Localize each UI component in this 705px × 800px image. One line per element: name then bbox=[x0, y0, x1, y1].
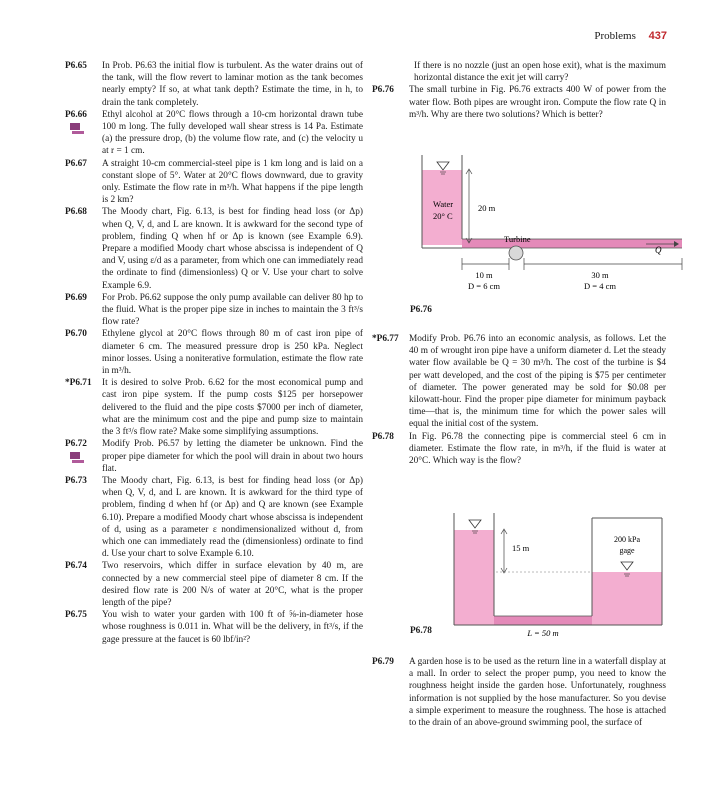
problem-id: P6.74 bbox=[65, 561, 87, 572]
flow-rate-label: Q bbox=[655, 245, 662, 255]
diameter-2-label: D = 4 cm bbox=[584, 281, 616, 291]
right-column-top bbox=[372, 60, 666, 121]
problem-text: It is desired to solve Prob. 6.62 for the most economical pump and cast iron pipe system. If the pump costs $125 per horsepower delivered to the fluid and the pipe costs $7000 per inch of diameter, what are the minimum cost and the pipe and pump size to maintain the 3 ft³/s flow rate? Make some simplifying assumptions. bbox=[102, 378, 363, 438]
problem-p6-72 bbox=[65, 438, 363, 475]
problem-p6-70 bbox=[65, 328, 363, 377]
problem-id: P6.76 bbox=[372, 85, 394, 96]
problem-text: A garden hose is to be used as the return line in a waterfall display at a mall. In order to select the proper pump, you need to know the roughness height inside the garden hose. Unfortunately, roughness information is not supplied by the hose manufacturer. So you devise a simple experiment to measure the roughness. The hose is attached to the drain of an above-ground swimming pool, the surface of bbox=[409, 657, 666, 729]
water-level-icon bbox=[621, 562, 633, 570]
problem-id: P6.67 bbox=[65, 158, 87, 169]
computer-icon bbox=[69, 122, 85, 135]
problem-text: The Moody chart, Fig. 6.13, is best for finding head loss (or Δp) when Q, V, d, and L are known. It is awkward for the second type of problem, finding Q when hf or Δp is known (see Example 6.9). Prepare a modified Moody chart whose abscissa is independent of Q and V, using ε/d as a parameter, from which one can immediately read the ordinate to find (dimensionless) Q or V. Use your chart to solve Example 6.9. bbox=[102, 207, 363, 291]
right-column-bottom bbox=[372, 656, 666, 729]
problem-p6-66 bbox=[65, 109, 363, 158]
page-header bbox=[594, 30, 667, 42]
problem-id: P6.78 bbox=[372, 431, 394, 442]
turbine-icon bbox=[509, 246, 523, 260]
problem-p6-69 bbox=[65, 292, 363, 329]
page-number: 437 bbox=[648, 30, 667, 42]
problem-text: Ethylene glycol at 20°C flows through 80 m of cast iron pipe of diameter 6 cm. The measured pressure drop is 250 kPa. Neglect minor losses. Using a noniterative formulation, estimate the flow rate in m³/h. bbox=[102, 329, 363, 377]
problem-text: The small turbine in Fig. P6.76 extracts 400 W of power from the water flow. Both pipes are wrought iron. Compute the flow rate Q in m³/h. Why are there two solutions? Which is better? bbox=[409, 85, 666, 120]
problem-id: P6.70 bbox=[65, 329, 87, 340]
problem-p6-65 bbox=[65, 60, 363, 109]
problem-id: P6.69 bbox=[65, 292, 87, 303]
turbine-label: Turbine bbox=[504, 234, 531, 244]
temperature-label: 20° C bbox=[433, 211, 453, 221]
problem-text: Ethyl alcohol at 20°C flows through a 10-cm horizontal drawn tube 100 m long. The fully developed wall shear stress is 14 Pa. Estimate (a) the pressure drop, (b) the volume flow rate, and (c) the velocity u at r = 1 cm. bbox=[102, 109, 363, 158]
problem-id: *P6.77 bbox=[372, 334, 399, 344]
diameter-1-label: D = 6 cm bbox=[468, 281, 500, 291]
left-column bbox=[65, 60, 363, 646]
running-title: Problems bbox=[594, 30, 636, 42]
length-2-label: 30 m bbox=[591, 270, 609, 280]
problem-text: The Moody chart, Fig. 6.13, is best for finding head loss (or Δp) when Q, V, d, and L are known. It is awkward for the third type of problem, finding d when hf (or Δp) and Q are known (see Example 6.10). Prepare a modified Moody chart whose abscissa is independent of d, using as a parameter ε nondimensionalized without d, from which one can immediately read the (dimensionless) ordinate to find d. Use your chart to solve Example 6.10. bbox=[102, 475, 363, 560]
problem-p6-77 bbox=[372, 333, 666, 431]
problem-id: P6.75 bbox=[65, 610, 87, 621]
problem-p6-68 bbox=[65, 206, 363, 291]
problem-text: A straight 10-cm commercial-steel pipe is 1 km long and is laid on a constant slope of 5°. Water at 20°C flows downward, due to gravity only. Estimate the flow rate in m³/h. What happens if the pipe length is 2 km? bbox=[102, 158, 363, 206]
pipe bbox=[462, 239, 682, 248]
right-tank-water bbox=[592, 572, 662, 625]
problem-text: For Prob. P6.62 suppose the only pump available can deliver 80 hp to the fluid. What is the proper pipe size in inches to maintain the 3 ft³/s flow rate? bbox=[102, 292, 363, 328]
problem-text: Modify Prob. P6.57 by letting the diameter be unknown. Find the proper pipe diameter for which the pool will drain in about two hours flat. bbox=[102, 438, 363, 475]
length-1-label: 10 m bbox=[475, 270, 493, 280]
problem-id: P6.79 bbox=[372, 657, 394, 667]
problem-id: P6.65 bbox=[65, 61, 87, 71]
figure-label-p6-78: P6.78 bbox=[410, 626, 432, 636]
water-level-icon bbox=[437, 162, 449, 170]
problem-id: P6.72 bbox=[65, 439, 87, 450]
right-column-mid bbox=[372, 333, 666, 467]
computer-icon bbox=[69, 451, 85, 464]
problem-p6-71 bbox=[65, 377, 363, 438]
problem-text: In Fig. P6.78 the connecting pipe is commercial steel 6 cm in diameter. Estimate the flow rate, in m³/h, if the fluid is water at 20°C. Which way is the flow? bbox=[409, 431, 666, 467]
problem-text: Two reservoirs, which differ in surface elevation by 40 m, are connected by a new commercial steel pipe of diameter 8 cm. If the desired flow rate is 200 N/s of water at 20°C, what is the proper length of the pipe? bbox=[102, 561, 363, 608]
problem-p6-78 bbox=[372, 431, 666, 468]
problem-id: P6.73 bbox=[65, 475, 87, 486]
continuation-text: If there is no nozzle (just an open hose exit), what is the maximum horizontal distance the exit jet will carry? bbox=[414, 61, 666, 84]
connecting-pipe bbox=[494, 616, 592, 625]
water-level-icon bbox=[469, 520, 481, 528]
height-label: 20 m bbox=[478, 203, 496, 213]
problem-p6-73 bbox=[65, 475, 363, 560]
left-tank-water bbox=[454, 530, 494, 625]
problem-text: In Prob. P6.63 the initial flow is turbulent. As the water drains out of the tank, will the flow revert to laminar motion as the tank becomes nearly empty? If so, at what tank depth? Estimate the time, in h, to drain the tank completely. bbox=[102, 61, 363, 108]
problem-p6-67 bbox=[65, 158, 363, 207]
gage-pressure-label: 200 kPa bbox=[614, 535, 640, 544]
pipe-length-label: L = 50 m bbox=[527, 628, 559, 638]
problem-p6-76 bbox=[372, 84, 666, 121]
problem-p6-74 bbox=[65, 560, 363, 609]
problem-id: P6.68 bbox=[65, 207, 87, 218]
problem-p6-79 bbox=[372, 656, 666, 729]
problem-text: You wish to water your garden with 100 ft of ⅝-in-diameter hose whose roughness is 0.011 in. What will be the delivery, in ft³/s, if the gage pressure at the faucet is 60 lbf/in²? bbox=[102, 610, 363, 645]
problem-id: *P6.71 bbox=[65, 378, 92, 389]
problem-text: Modify Prob. P6.76 into an economic analysis, as follows. Let the 40 m of wrought iron pipe have a uniform diameter d. Let the steady water flow available be Q = 30 m³/h. The cost of the turbine is $4 per watt developed, and the cost of the piping is $75 per centimeter of diameter. The power generated may be sold for $0.08 per kilowatt-hour. Find the proper pipe diameter for minimum payback time—that is, the minimum time for which the power sales will equal the initial cost of the system. bbox=[409, 334, 666, 430]
gage-label: gage bbox=[619, 546, 635, 555]
figure-label-p6-76: P6.76 bbox=[410, 305, 432, 315]
height-label: 15 m bbox=[512, 543, 530, 553]
problem-p6-75 bbox=[65, 609, 363, 646]
water-label: Water bbox=[433, 199, 454, 209]
figure-p6-78 bbox=[452, 508, 672, 643]
figure-p6-76 bbox=[420, 150, 690, 302]
problem-id: P6.66 bbox=[65, 109, 87, 120]
